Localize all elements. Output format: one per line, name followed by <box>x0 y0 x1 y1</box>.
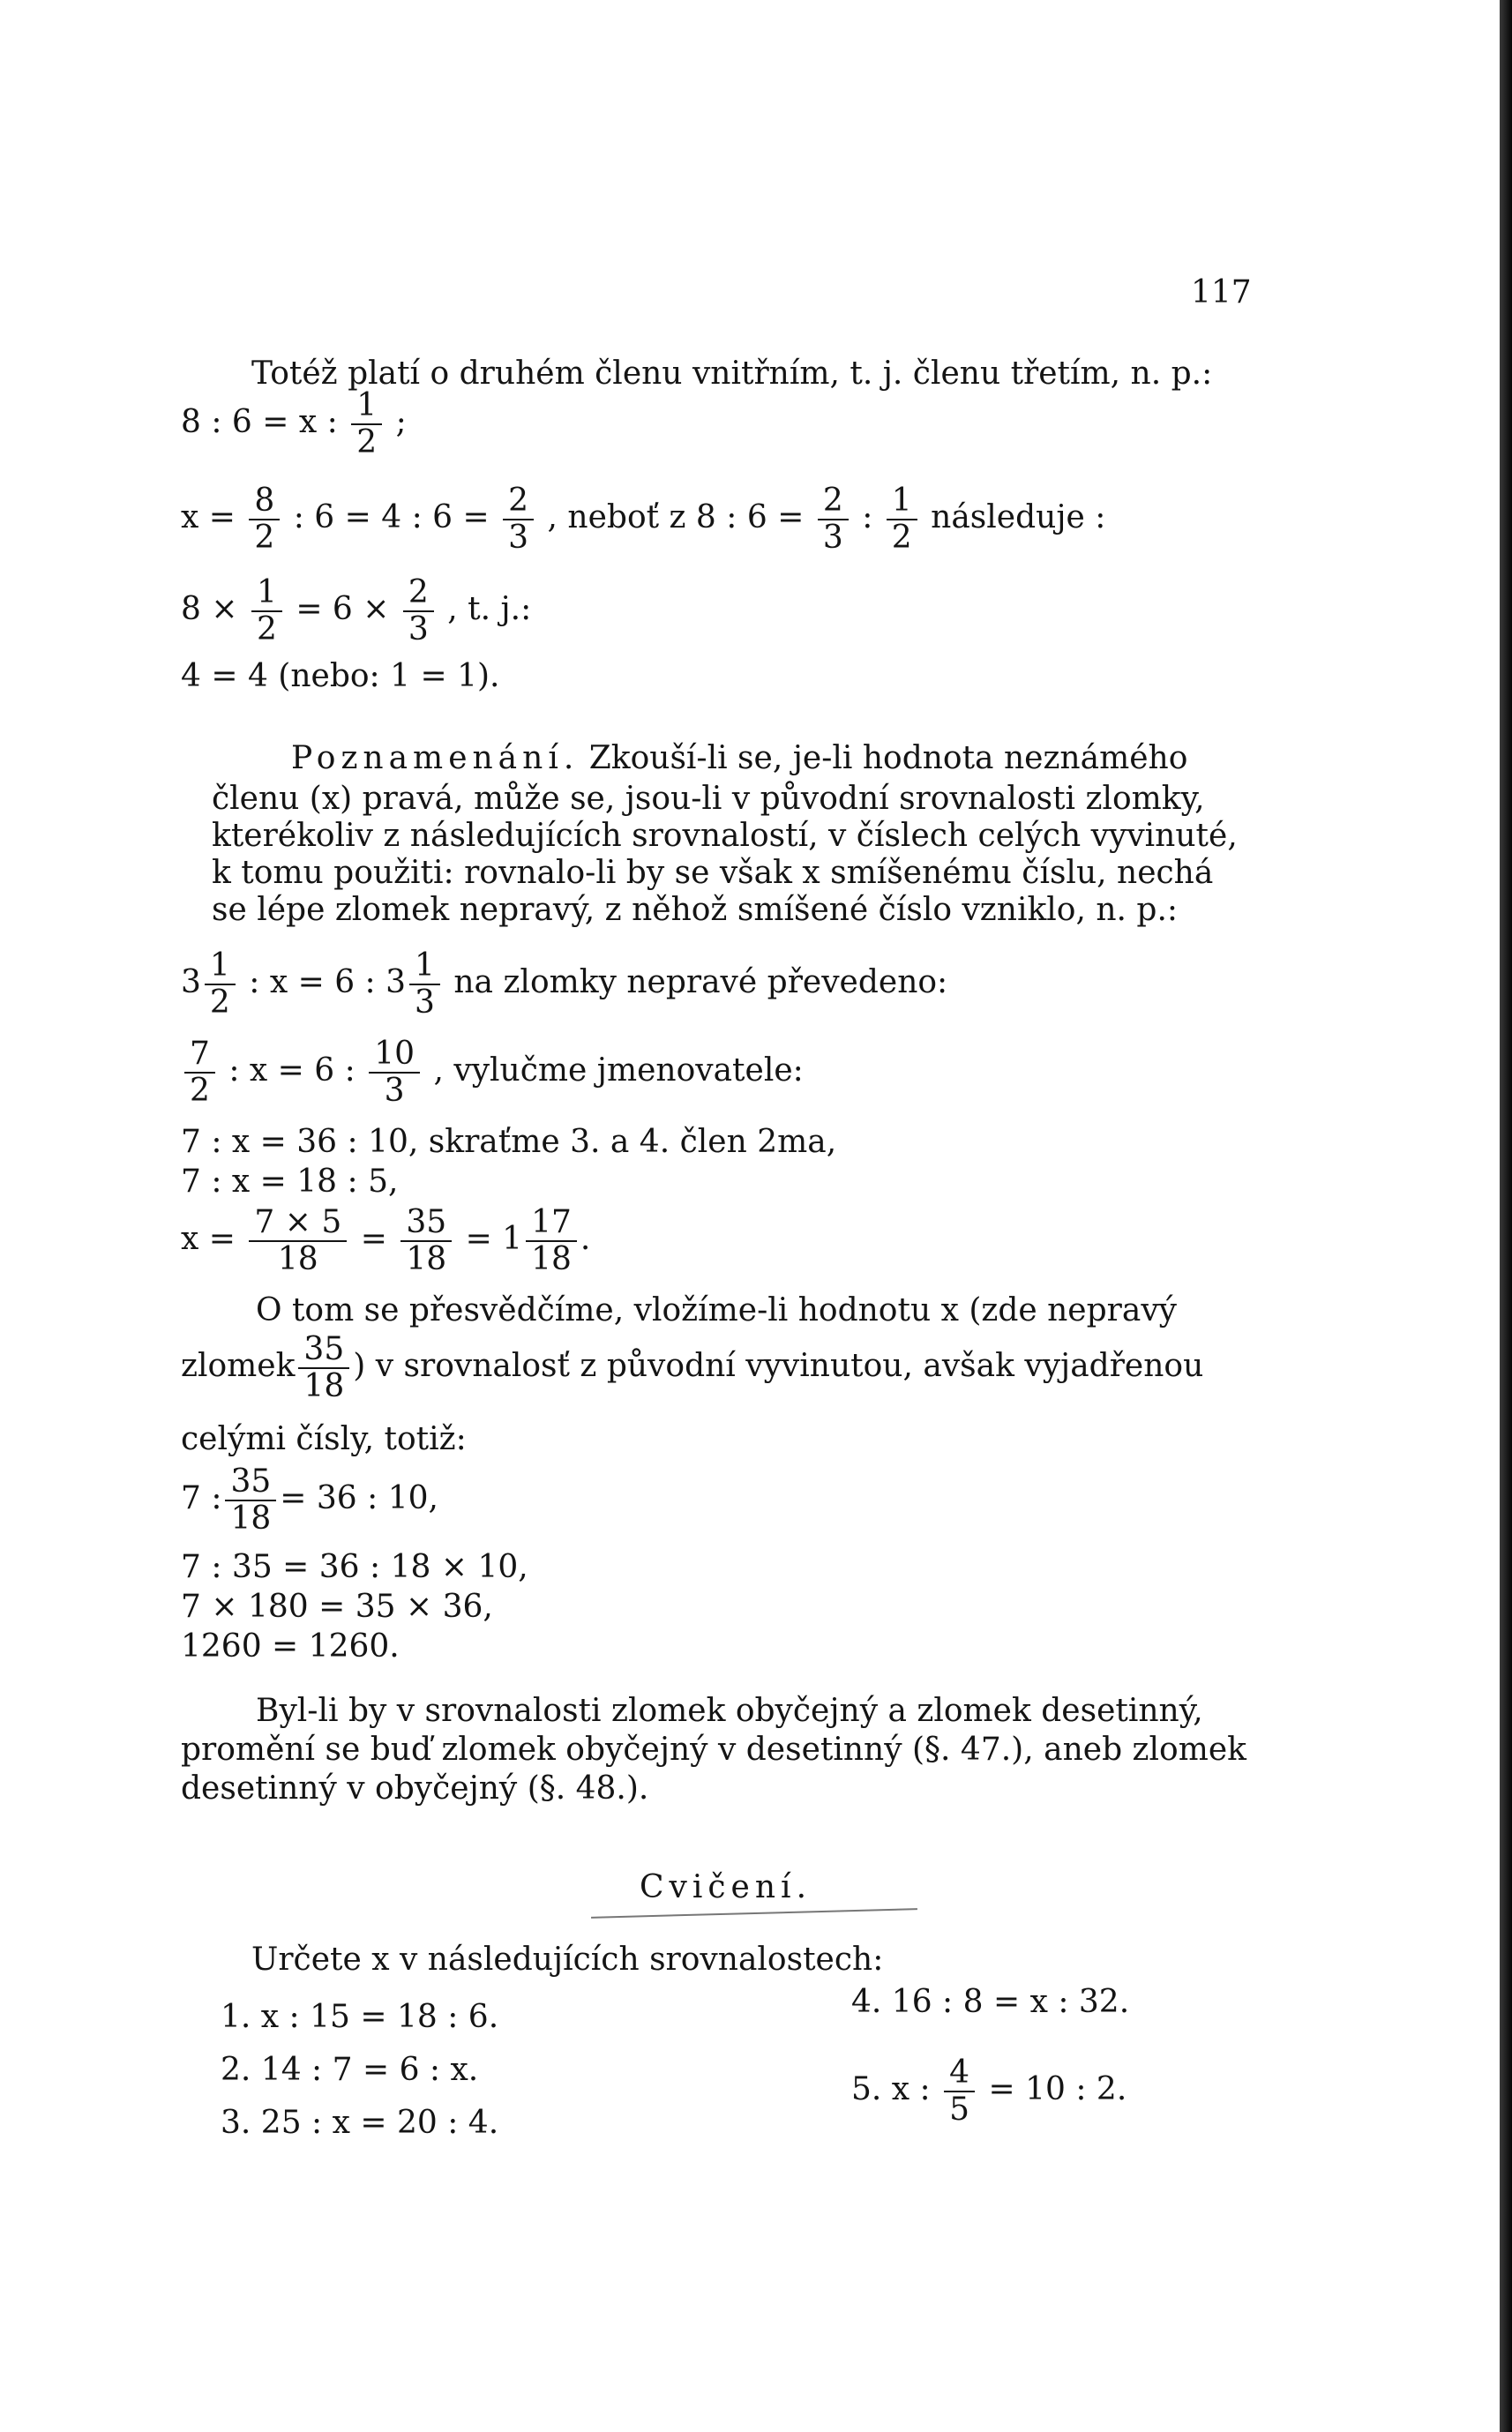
fraction <box>944 2055 975 2128</box>
title-rule <box>591 1908 917 1919</box>
numerator: 1 <box>251 575 282 612</box>
equation-3 <box>181 575 531 647</box>
fraction <box>526 1205 577 1277</box>
note-line-3: kterékoliv z následujících srovnalostí, v číslech celých vyvinuté, <box>212 818 1238 854</box>
exercise-5 <box>851 2055 1127 2128</box>
example-1 <box>181 948 947 1021</box>
check-line-2 <box>181 1332 1203 1404</box>
denominator: 18 <box>406 1241 447 1277</box>
numerator: 17 <box>526 1205 577 1242</box>
exercises-title: Cvičení. <box>640 1869 812 1905</box>
note-line-5: se lépe zlomek nepravý, z něhož smíšené číslo vzniklo, n. p.: <box>212 892 1179 928</box>
fraction <box>403 575 434 647</box>
fraction <box>887 483 917 556</box>
eq3-b: = 6 × <box>296 591 390 627</box>
fraction <box>205 948 236 1021</box>
numerator: 1 <box>351 388 382 425</box>
numerator: 35 <box>225 1464 276 1501</box>
numerator: 4 <box>944 2055 975 2092</box>
chk1-a: 7 : <box>181 1480 222 1516</box>
ex1-tail: na zlomky nepravé převedeno: <box>453 964 948 1000</box>
denominator: 3 <box>415 984 435 1021</box>
paragraph-line-2: promění se buď zlomek obyčejný v desetinný (§. 47.), aneb zlomek <box>181 1732 1246 1768</box>
equation-1 <box>181 388 407 460</box>
ex2-tail: , vylučme jmenovatele: <box>433 1052 804 1089</box>
fraction <box>225 1464 276 1537</box>
denominator: 18 <box>230 1500 272 1537</box>
eq1-lhs: 8 : 6 = x : <box>181 404 338 440</box>
eq3-a: 8 × <box>181 591 238 627</box>
fraction <box>818 483 849 556</box>
exercise-4: 4. 16 : 8 = x : 32. <box>851 1984 1130 2020</box>
ex5-eq: = <box>360 1221 387 1257</box>
numerator: 7 × 5 <box>249 1205 347 1242</box>
numerator: 10 <box>369 1036 420 1074</box>
ex5-tail: . <box>580 1221 591 1257</box>
exercises-intro: Určete x v následujících srovnalostech: <box>251 1942 884 1978</box>
ex5-a: x = <box>181 1221 236 1257</box>
denominator: 2 <box>254 520 275 556</box>
scan-edge <box>1500 0 1512 2432</box>
numerator: 8 <box>249 483 280 520</box>
numerator: 2 <box>818 483 849 520</box>
check-line-1: O tom se přesvědčíme, vložíme-li hodnotu x (zde nepravý <box>256 1292 1177 1328</box>
paragraph-line-1: Byl-li by v srovnalosti zlomek obyčejný a zlomek desetinný, <box>256 1693 1203 1729</box>
denominator: 18 <box>277 1241 318 1277</box>
chk1-b: = 36 : 10, <box>280 1480 438 1516</box>
eq1-tail: ; <box>395 404 407 440</box>
fraction <box>249 483 280 556</box>
denominator: 3 <box>408 611 429 647</box>
paragraph-line-3: desetinný v obyčejný (§. 48.). <box>181 1770 649 1807</box>
fraction <box>409 948 440 1021</box>
ex2-b: : x = 6 : <box>228 1052 356 1089</box>
example-5 <box>181 1205 590 1277</box>
check-eq-2: 7 : 35 = 36 : 18 × 10, <box>181 1549 528 1585</box>
numerator: 1 <box>409 948 440 985</box>
example-4: 7 : x = 18 : 5, <box>181 1164 399 1200</box>
page-number: 117 <box>1191 274 1252 311</box>
check-eq-4: 1260 = 1260. <box>181 1628 400 1665</box>
denominator: 18 <box>531 1241 572 1277</box>
ex5-eq2: = 1 <box>465 1221 523 1257</box>
eq2-text: , neboť z 8 : 6 = <box>547 499 805 535</box>
denominator: 2 <box>209 984 230 1021</box>
denominator: 3 <box>822 520 843 556</box>
ex5-label: 5. x : <box>851 2071 931 2107</box>
numerator: 2 <box>403 575 434 612</box>
check-eq-1 <box>181 1464 438 1537</box>
check-line-3: celými čísly, totiž: <box>181 1421 467 1457</box>
check-eq-3: 7 × 180 = 35 × 36, <box>181 1589 493 1625</box>
denominator: 3 <box>384 1073 405 1109</box>
exercise-3: 3. 25 : x = 20 : 4. <box>221 2105 499 2141</box>
ex1-a: 3 <box>181 964 201 1000</box>
fraction <box>503 483 534 556</box>
numerator: 35 <box>298 1332 349 1369</box>
eq2-tail: následuje : <box>931 499 1106 535</box>
note-text: Zkouší-li se, je-li hodnota neznámého <box>588 740 1188 776</box>
fraction <box>184 1036 215 1109</box>
denominator: 2 <box>256 611 277 647</box>
note-line-4: k tomu použiti: rovnalo-li by se však x smíšenému číslu, nechá <box>212 855 1214 891</box>
fraction <box>298 1332 349 1404</box>
equation-4: 4 = 4 (nebo: 1 = 1). <box>181 658 500 694</box>
eq2-colon: : <box>862 499 873 535</box>
example-3: 7 : x = 36 : 10, skraťme 3. a 4. člen 2ma, <box>181 1124 837 1160</box>
numerator: 35 <box>400 1205 452 1242</box>
note-line-2: členu (x) pravá, může se, jsou-li v původní srovnalosti zlomky, <box>212 781 1205 817</box>
numerator: 1 <box>205 948 236 985</box>
denominator: 2 <box>190 1073 210 1109</box>
example-2 <box>181 1036 804 1109</box>
note-heading: Poznamenání. <box>291 740 580 776</box>
numerator: 7 <box>184 1036 215 1074</box>
fraction <box>251 575 282 647</box>
eq2-mid: : 6 = 4 : 6 = <box>293 499 490 535</box>
eq2-x: x = <box>181 499 236 535</box>
intro-line: Totéž platí o druhém členu vnitřním, t. j. členu třetím, n. p.: <box>251 355 1213 392</box>
eq3-tail: , t. j.: <box>447 591 532 627</box>
denominator: 3 <box>508 520 529 556</box>
check2-a: zlomek <box>181 1348 296 1384</box>
numerator: 2 <box>503 483 534 520</box>
exercise-1: 1. x : 15 = 18 : 6. <box>221 1999 499 2035</box>
note-line-1 <box>291 739 1187 778</box>
ex1-b: : x = 6 : 3 <box>249 964 407 1000</box>
numerator: 1 <box>887 483 917 520</box>
denominator: 2 <box>891 520 912 556</box>
fraction <box>351 388 382 460</box>
equation-2 <box>181 483 1105 556</box>
denominator: 5 <box>949 2092 970 2128</box>
ex5-rest: = 10 : 2. <box>988 2071 1127 2107</box>
denominator: 18 <box>303 1368 345 1404</box>
denominator: 2 <box>356 424 378 460</box>
fraction <box>400 1205 452 1277</box>
exercise-2: 2. 14 : 7 = 6 : x. <box>221 2052 479 2088</box>
fraction <box>369 1036 420 1109</box>
check2-b: ) v srovnalosť z původní vyvinutou, avšak vyjadřenou <box>353 1348 1204 1384</box>
fraction <box>249 1205 347 1277</box>
